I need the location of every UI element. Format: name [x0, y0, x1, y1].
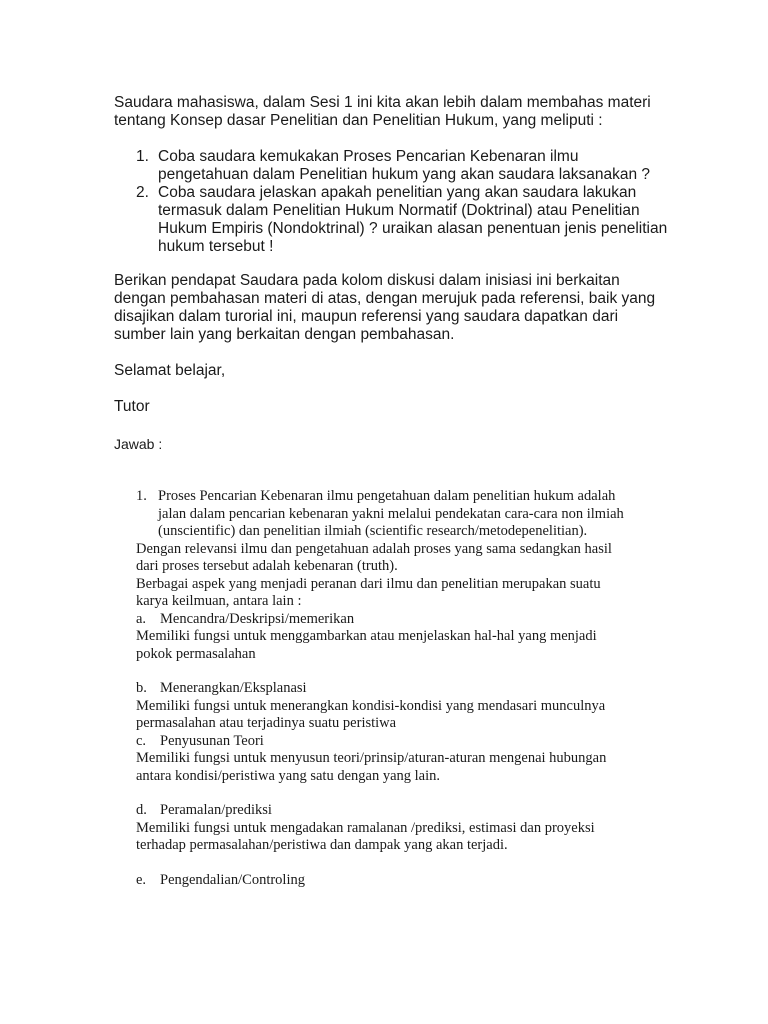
- closing-text: Selamat belajar,: [114, 362, 226, 379]
- instruction-line: dengan pembahasan materi di atas, dengan merujuk pada referensi, baik yang: [114, 290, 656, 307]
- instruction-line: disajikan dalam turorial ini, maupun referensi yang saudara dapatkan dari: [114, 308, 619, 325]
- question-text-line: Coba saudara kemukakan Proses Pencarian Kebenaran ilmu: [158, 148, 579, 165]
- answer-line: jalan dalam pencarian kebenaran yakni melalui pendekatan cara-cara non ilmiah: [158, 505, 624, 522]
- instruction-line: sumber lain yang berkaitan dengan pembahasan.: [114, 326, 455, 343]
- answer-line: Proses Pencarian Kebenaran ilmu pengetahuan dalam penelitian hukum adalah: [158, 488, 616, 504]
- answer-paragraph-line: karya keilmuan, antara lain :: [136, 593, 302, 609]
- aspect-desc-line: Memiliki fungsi untuk mengadakan ramalanan /prediksi, estimasi dan proyeksi: [136, 819, 595, 836]
- aspect-desc-line: permasalahan atau terjadinya suatu peristiwa: [136, 715, 397, 731]
- aspect-title: Menerangkan/Eksplanasi: [160, 680, 307, 696]
- aspect-desc-line: Memiliki fungsi untuk menggambarkan atau menjelaskan hal-hal yang menjadi: [136, 628, 597, 644]
- signature-text: Tutor: [114, 398, 150, 415]
- intro-paragraph: [114, 94, 674, 130]
- aspect-title: Peramalan/prediksi: [160, 802, 272, 818]
- question-text-line: Coba saudara jelaskan apakah penelitian yang akan saudara lakukan: [158, 184, 637, 201]
- question-number: 2.: [136, 184, 149, 201]
- answer-paragraph-line: Dengan relevansi ilmu dan pengetahuan adalah proses yang sama sedangkan hasil: [136, 540, 612, 557]
- question-list: [114, 148, 674, 256]
- intro-line: tentang Konsep dasar Penelitian dan Penelitian Hukum, yang meliputi :: [114, 112, 603, 129]
- aspect-title: Pengendalian/Controling: [160, 871, 305, 888]
- answer-item: [114, 488, 676, 541]
- answer-paragraph-line: Berbagai aspek yang menjadi peranan dari ilmu dan penelitian merupakan suatu: [136, 575, 601, 592]
- aspect-letter: e.: [136, 871, 147, 888]
- question-text-line: termasuk dalam Penelitian Hukum Normatif (Doktrinal) atau Penelitian: [158, 202, 640, 219]
- question-number: 1.: [136, 148, 149, 165]
- aspect-desc-line: pokok permasalahan: [136, 645, 256, 662]
- aspect-desc-line: antara kondisi/peristiwa yang satu dengan yang lain.: [136, 767, 441, 784]
- aspect-letter: c.: [136, 732, 147, 749]
- question-item: [114, 184, 674, 256]
- aspect-desc-line: terhadap permasalahan/peristiwa dan dampak yang akan terjadi.: [136, 837, 508, 853]
- instruction-line: Berikan pendapat Saudara pada kolom diskusi dalam inisiasi ini berkaitan: [114, 272, 620, 289]
- answer-paragraph-line: dari proses tersebut adalah kebenaran (truth).: [136, 558, 398, 574]
- aspect-letter: a.: [136, 610, 147, 627]
- question-text-line: hukum tersebut !: [158, 238, 274, 255]
- aspect-title: Penyusunan Teori: [160, 732, 264, 749]
- aspect-d-title: [136, 802, 676, 820]
- aspect-letter: d.: [136, 802, 147, 818]
- aspect-c-title: [136, 733, 676, 751]
- question-text-line: pengetahuan dalam Penelitian hukum yang akan saudara laksanakan ?: [158, 166, 651, 183]
- answer-line: (unscientific) dan penelitian ilmiah (scientific research/metodepenelitian).: [158, 523, 588, 539]
- answer-number: 1.: [136, 488, 147, 504]
- intro-line: Saudara mahasiswa, dalam Sesi 1 ini kita akan lebih dalam membahas materi: [114, 94, 651, 111]
- question-item: [114, 148, 674, 184]
- aspect-e-title: [136, 872, 676, 890]
- aspect-b-title: [136, 680, 676, 698]
- question-text-line: Hukum Empiris (Nondoktrinal) ? uraikan alasan penentuan jenis penelitian: [158, 220, 668, 237]
- answer-label: Jawab :: [114, 436, 163, 452]
- aspect-a-title: [136, 611, 676, 629]
- aspect-desc-line: Memiliki fungsi untuk menerangkan kondisi-kondisi yang mendasari munculnya: [136, 697, 606, 714]
- answer-section: [136, 488, 676, 889]
- aspect-letter: b.: [136, 680, 147, 696]
- instruction-paragraph: [114, 272, 674, 344]
- aspect-title: Mencandra/Deskripsi/memerikan: [160, 610, 355, 627]
- aspect-desc-line: Memiliki fungsi untuk menyusun teori/prinsip/aturan-aturan mengenai hubungan: [136, 750, 607, 766]
